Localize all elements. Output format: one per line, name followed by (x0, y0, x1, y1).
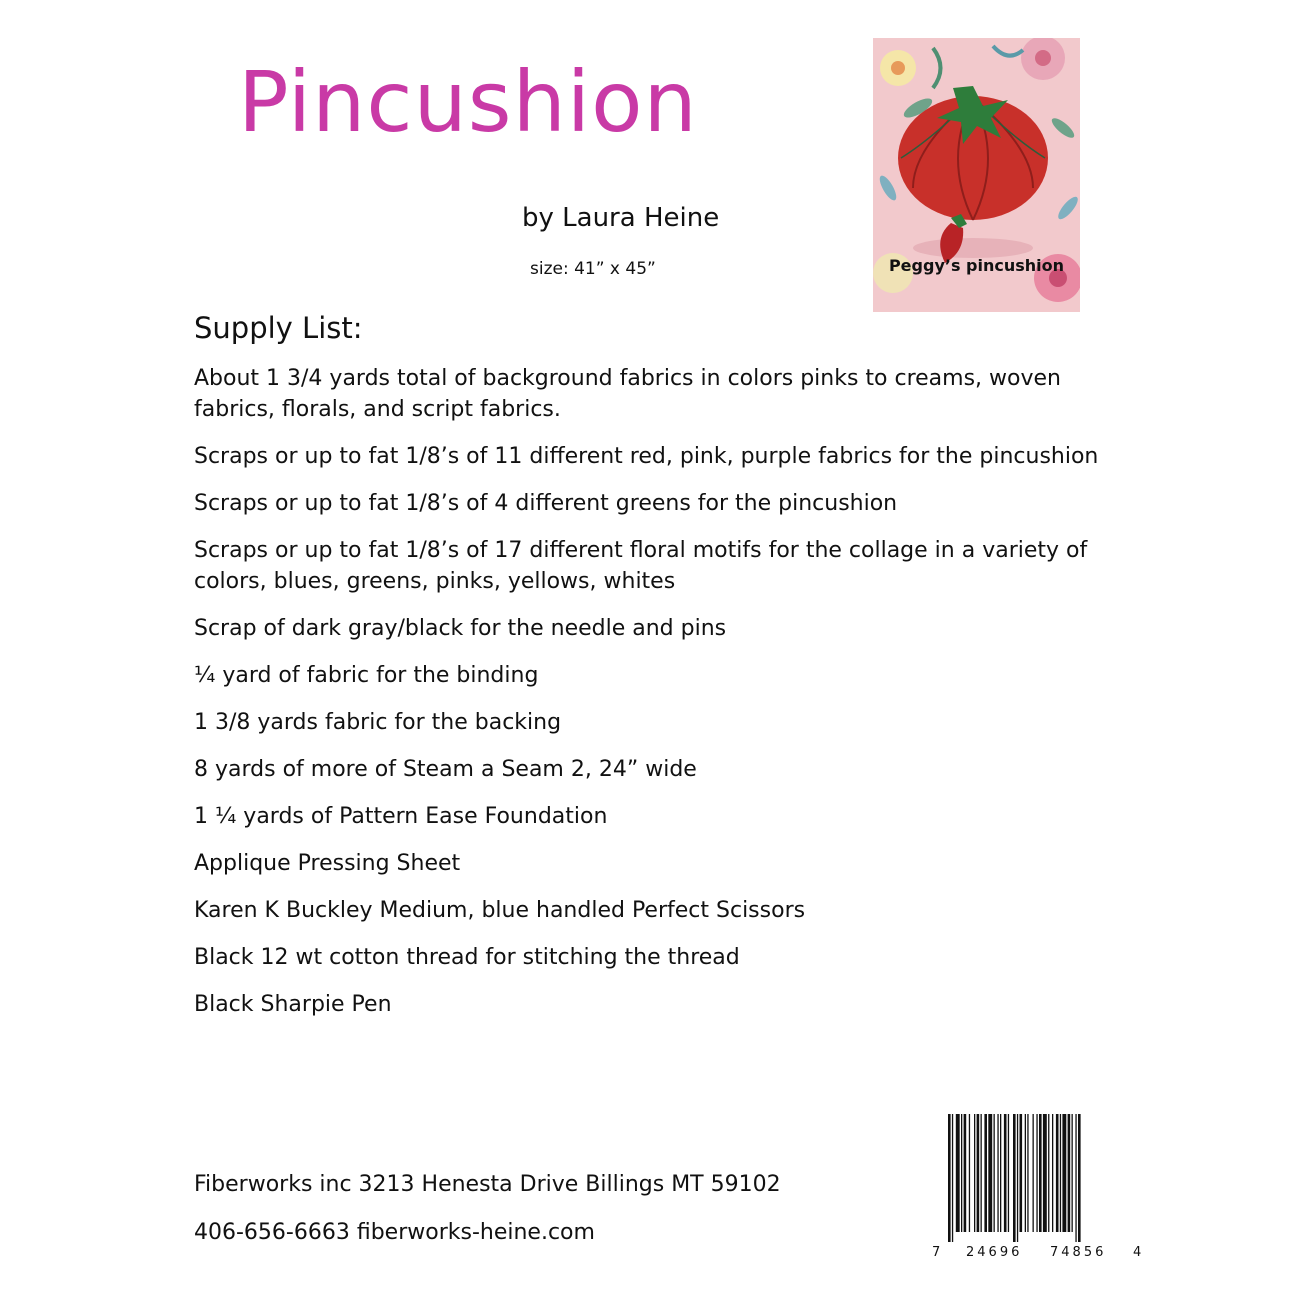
barcode-group-left: 24696 (966, 1245, 1023, 1260)
supply-item: Black Sharpie Pen (194, 992, 392, 1017)
barcode-bar (1075, 1114, 1076, 1242)
page-title: Pincushion (238, 53, 698, 151)
barcode-bar (948, 1114, 951, 1242)
barcode-bar (1048, 1114, 1049, 1232)
barcode-bars (948, 1114, 1128, 1242)
supply-item: Scraps or up to fat 1/8’s of 11 different red, pink, purple fabrics for the pincushion (194, 444, 1099, 469)
barcode-bar (1000, 1114, 1001, 1232)
supply-item: Scrap of dark gray/black for the needle and pins (194, 616, 727, 641)
barcode-digit-first: 7 (932, 1245, 941, 1260)
supply-list (194, 363, 1114, 1036)
publisher-address: Fiberworks inc 3213 Henesta Drive Billings MT 59102 (194, 1172, 781, 1197)
barcode-bar (988, 1114, 992, 1232)
author-byline: by Laura Heine (522, 203, 720, 233)
photo-caption: Peggy’s pincushion (888, 256, 1065, 275)
barcode-bar (1072, 1114, 1073, 1232)
barcode-bar (956, 1114, 960, 1232)
supply-item: 1 3/8 yards fabric for the backing (194, 710, 562, 735)
barcode-bar (1043, 1114, 1047, 1232)
publisher-contact: 406-656-6663 fiberworks-heine.com (194, 1220, 595, 1245)
pincushion-photo (873, 38, 1080, 312)
barcode-bar (977, 1114, 980, 1232)
barcode-bar (1060, 1114, 1061, 1232)
barcode-bar (981, 1114, 982, 1232)
barcode-bar (1078, 1114, 1081, 1242)
supply-item: Applique Pressing Sheet (194, 851, 461, 876)
barcode-bar (1004, 1114, 1007, 1232)
quilt-size: size: 41” x 45” (530, 259, 656, 279)
barcode-bar (1013, 1114, 1016, 1242)
supply-item: About 1 3/4 yards total of background fabrics in colors pinks to creams, woven fabrics, florals, and script fabrics. (194, 366, 1061, 422)
barcode-bar (1039, 1114, 1042, 1232)
barcode-digit-last: 4 (1133, 1245, 1142, 1260)
barcode-bar (1056, 1114, 1059, 1232)
barcode-bar (1027, 1114, 1028, 1232)
barcode-bar (969, 1114, 970, 1232)
barcode-bar (1020, 1114, 1023, 1232)
supply-item: ¼ yard of fabric for the binding (194, 663, 539, 688)
barcode-bar (984, 1114, 987, 1232)
barcode (928, 1114, 1146, 1266)
supply-list-heading: Supply List: (194, 311, 363, 345)
supply-item: 1 ¼ yards of Pattern Ease Foundation (194, 804, 608, 829)
barcode-bar (1017, 1114, 1018, 1242)
barcode-bar (1068, 1114, 1071, 1232)
barcode-bar (1025, 1114, 1026, 1232)
barcode-bar (964, 1114, 967, 1232)
barcode-bar (994, 1114, 995, 1232)
barcode-bar (997, 1114, 998, 1232)
supply-item: 8 yards of more of Steam a Seam 2, 24” wide (194, 757, 697, 782)
barcode-bar (1062, 1114, 1066, 1232)
barcode-bar (1008, 1114, 1009, 1232)
supply-item: Scraps or up to fat 1/8’s of 4 different greens for the pincushion (194, 491, 898, 516)
supply-item: Karen K Buckley Medium, blue handled Perfect Scissors (194, 898, 806, 923)
barcode-bar (1036, 1114, 1037, 1232)
supply-item: Black 12 wt cotton thread for stitching the thread (194, 945, 740, 970)
barcode-bar (1033, 1114, 1034, 1232)
barcode-group-right: 74856 (1050, 1245, 1107, 1260)
supply-item: Scraps or up to fat 1/8’s of 17 different floral motifs for the collage in a variety of colors, blues, greens, pinks, yellows, whites (194, 538, 1088, 594)
barcode-bar (961, 1114, 962, 1232)
barcode-bar (974, 1114, 975, 1232)
barcode-bar (952, 1114, 953, 1242)
barcode-bar (1052, 1114, 1053, 1232)
